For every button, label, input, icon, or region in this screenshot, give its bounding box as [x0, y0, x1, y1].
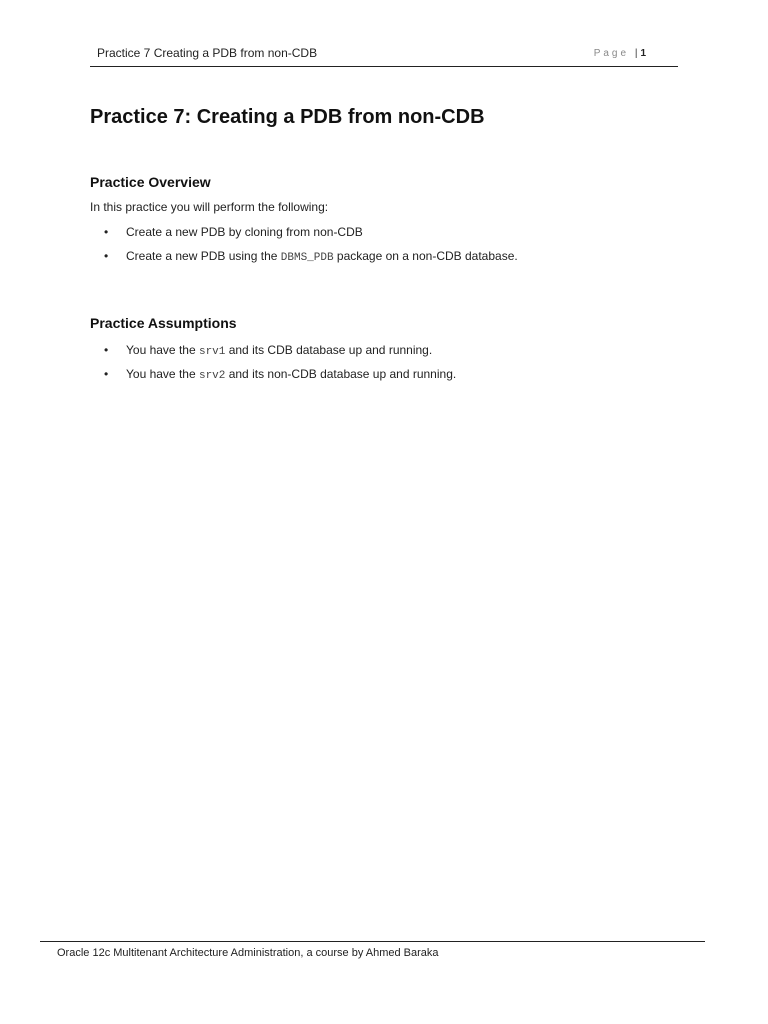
assumptions-heading: Practice Assumptions [90, 315, 237, 331]
page-number-label [594, 48, 646, 59]
list-item [90, 224, 518, 248]
overview-item-post: package on a non-CDB database. [333, 249, 518, 263]
bullet-icon: • [104, 225, 109, 239]
assumption-item-pre: You have the [126, 367, 199, 381]
footer-text: Oracle 12c Multitenant Architecture Administration, a course by Ahmed Baraka [57, 947, 439, 959]
page-label: Page [593, 48, 630, 59]
assumption-item-pre: You have the [126, 343, 199, 357]
footer-rule [40, 941, 705, 942]
overview-item-text: Create a new PDB by cloning from non-CDB [126, 225, 363, 239]
header-title: Practice 7 Creating a PDB from non-CDB [97, 46, 318, 60]
list-item [90, 342, 456, 366]
page-number: 1 [640, 48, 646, 59]
page-separator: | [634, 48, 638, 59]
code-dbms-pdb: DBMS_PDB [280, 252, 334, 264]
bullet-icon: • [104, 367, 109, 381]
overview-item-pre: Create a new PDB using the [126, 249, 281, 263]
overview-heading: Practice Overview [90, 174, 211, 190]
code-srv1: srv1 [198, 346, 226, 358]
list-item [90, 248, 518, 272]
overview-list [90, 224, 518, 272]
bullet-icon: • [104, 249, 109, 263]
assumptions-list [90, 342, 456, 390]
overview-intro: In this practice you will perform the following: [90, 200, 329, 214]
code-srv2: srv2 [198, 370, 226, 382]
document-title: Practice 7: Creating a PDB from non-CDB [90, 106, 485, 128]
assumption-item-post: and its non-CDB database up and running. [225, 367, 457, 381]
assumption-item-post: and its CDB database up and running. [225, 343, 433, 357]
bullet-icon: • [104, 343, 109, 357]
list-item [90, 366, 456, 390]
page-header [90, 44, 678, 67]
